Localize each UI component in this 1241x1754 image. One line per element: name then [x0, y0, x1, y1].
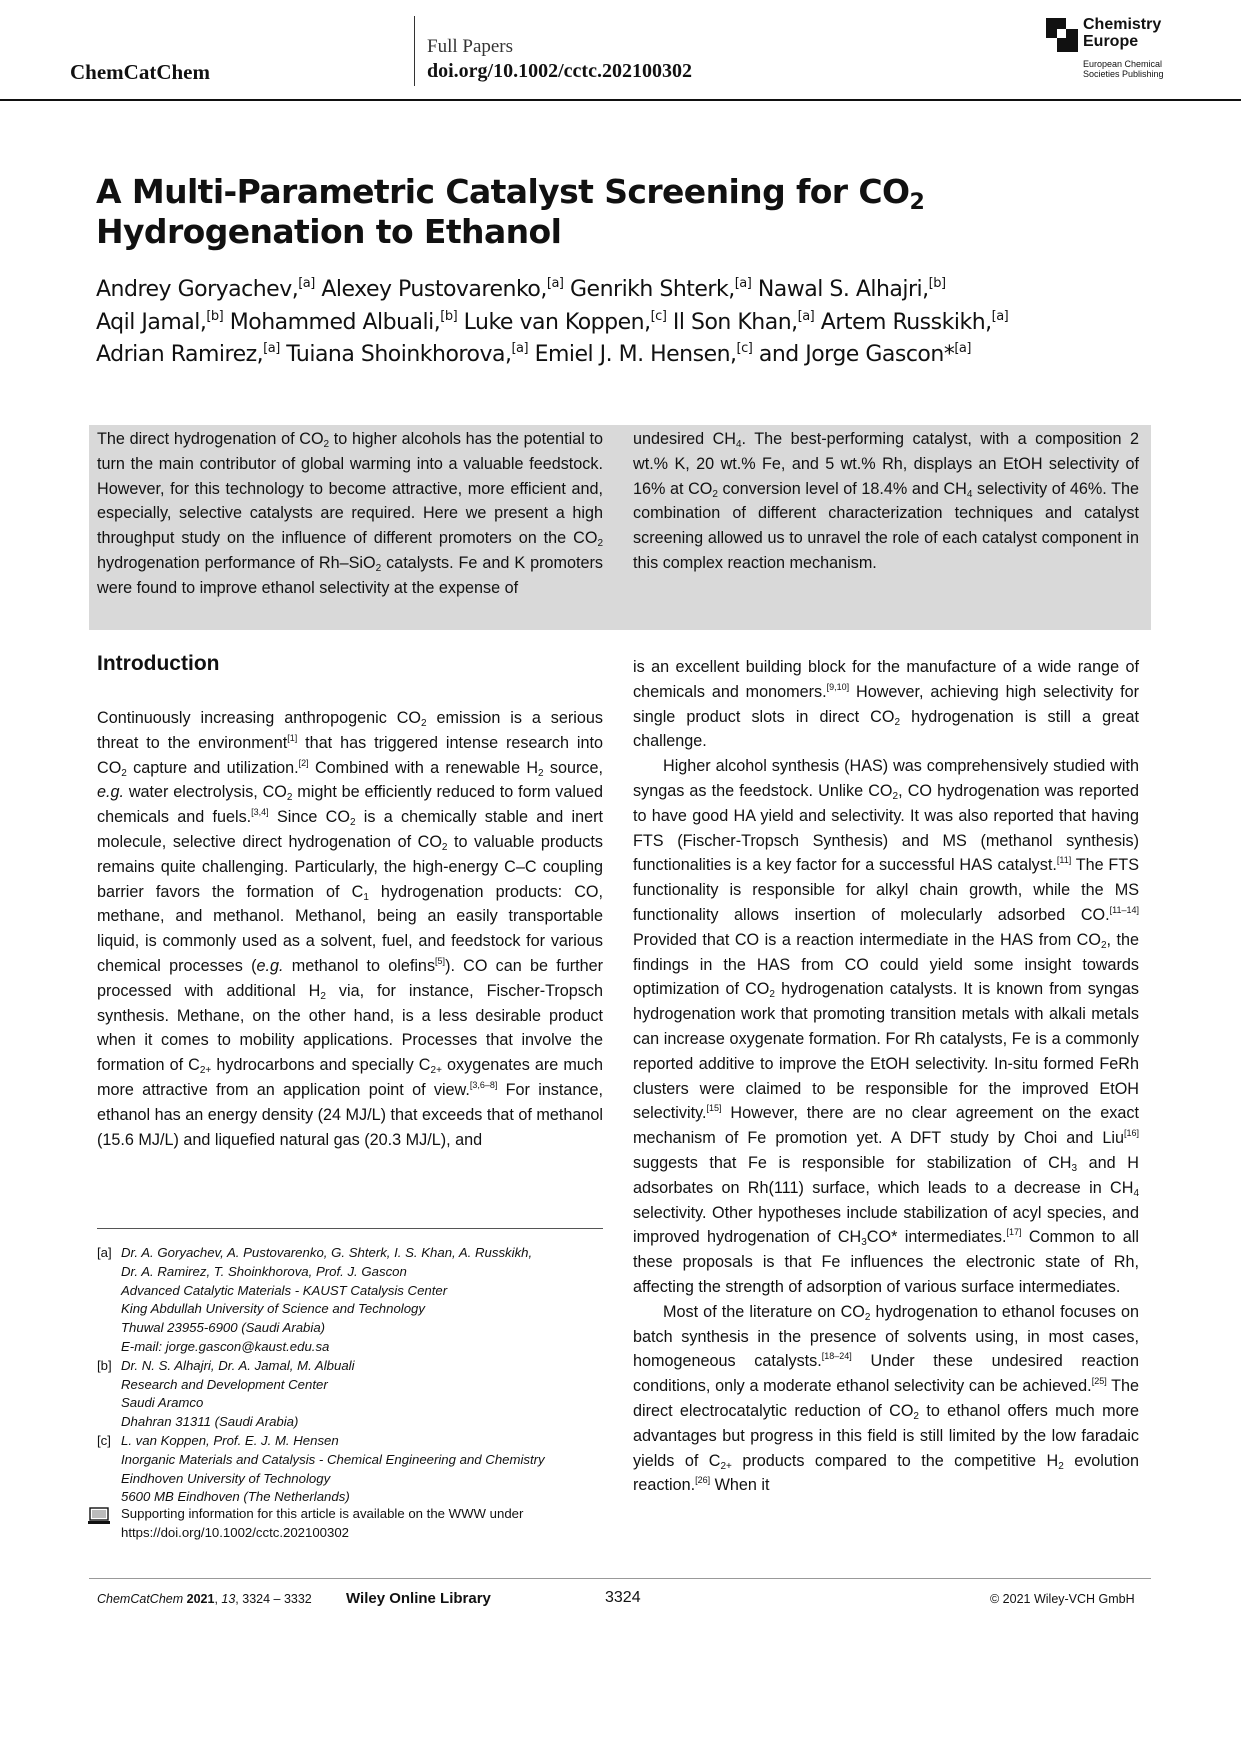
affiliation-entry: [97, 1357, 603, 1432]
author-name: Emiel J. M. Hensen,: [534, 342, 737, 367]
author-name: Genrikh Shterk,: [570, 277, 735, 302]
paragraph: is an excellent building block for the manufacture of a wide range of chemicals and monomers.[9,10] However, achieving high selectivity for single product slots in direct $CO_2$ hydrogenation is still a great challenge.: [633, 658, 1139, 751]
header-divider: [414, 16, 415, 86]
author-name: and Jorge Gascon*: [758, 342, 955, 367]
affiliation-line: L. van Koppen, Prof. E. J. M. Hensen: [121, 1432, 339, 1448]
author-name: Adrian Ramirez,: [96, 342, 264, 367]
author-name: Alexey Pustovarenko,: [321, 277, 547, 302]
author-list: [96, 274, 1176, 372]
affiliation-entry: [97, 1244, 603, 1357]
affiliation-line: Dr. A. Ramirez, T. Shoinkhorova, Prof. J. Gascon: [121, 1263, 407, 1279]
author-affiliation-marker: [a]: [954, 341, 971, 356]
footnote-rule: [97, 1228, 603, 1229]
author-affiliation-marker: [a]: [263, 341, 280, 356]
author-affiliation-marker: [b]: [928, 276, 946, 291]
header-rule: [0, 99, 1241, 101]
author-affiliation-marker: [b]: [206, 308, 224, 324]
article-section: Full Papers: [427, 36, 514, 57]
journal-name: ChemCatChem: [70, 60, 210, 84]
affiliation-line: King Abdullah University of Science and Technology: [121, 1301, 425, 1317]
author-affiliation-marker: [c]: [736, 341, 753, 356]
author-name: Mohammed Albuali,: [229, 309, 441, 335]
affiliation-line: E-mail: jorge.gascon@kaust.edu.sa: [121, 1338, 330, 1354]
paragraph: Higher alcohol synthesis (HAS) was comprehensively studied with syngas as the feedstock. Unlike $CO_2$, CO hydrogenation was reported to have good HA yield and selectivity. It was also reported that having FTS (Fischer-Tropsch Synthesis) and MS (methanol synthesis) functionalities is a key factor for a successful HAS catalyst.[11] The FTS functionality is responsible for alkyl chain growth, while the MS functionality allows insertion of molecularly adsorbed CO.[11–14] Provided that CO is a reaction intermediate in the HAS from $CO_2$, the findings in the HAS from CO could yield some insight towards optimization of $CO_2$ hydrogenation catalysts. It is known from syngas hydrogenation work that promoting transition metals with alkali metals can increase oxygenate formation. For Rh catalysts, Fe is a commonly reported additive to improve the EtOH selectivity. In-situ formed FeRh clusters were claimed to be responsible for the improved EtOH selectivity.[15] However, there are no clear agreement on the exact mechanism of Fe promotion yet. A DFT study by Choi and Liu[16] suggests that Fe is responsible for stabilization of $CH_3$ and H adsorbates on Rh(111) surface, which leads to a decrease in $CH_4$ selectivity. Other hypotheses include stabilization of acyl species, and improved hydrogenation of $CH_3CO*$ intermediates.[17] Common to all these proposals is that Fe influences the electronic state of Rh, affecting the strength of adsorption of various surface intermediates.: [633, 757, 1140, 1296]
chemistry-europe-logo-icon: [1046, 18, 1078, 52]
affiliation-line: Thuwal 23955-6900 (Saudi Arabia): [121, 1320, 326, 1336]
wiley-online-library-link[interactable]: Wiley Online Library: [346, 1590, 491, 1607]
body-text-right-column: [633, 655, 1139, 1498]
author-affiliation-marker: [a]: [734, 276, 752, 291]
affiliation-line: Dr. N. S. Alhajri, Dr. A. Jamal, M. Albuali: [121, 1357, 355, 1373]
affiliation-entry: [97, 1432, 603, 1507]
author-affiliation-marker: [a]: [991, 308, 1009, 324]
supporting-information-link[interactable]: https://doi.org/10.1002/cctc.202100302: [121, 1524, 350, 1540]
body-text-left-column: [97, 706, 603, 1152]
section-heading-introduction: Introduction: [97, 652, 220, 675]
publisher-name: Chemistry Europe: [1083, 16, 1162, 50]
footer-rule: [89, 1578, 1151, 1579]
author-name: Andrey Goryachev,: [96, 277, 299, 302]
abstract-column-1: The direct hydrogenation of $CO_2$ to higher alcohols has the potential to turn the main contributor of global warming into a valuable feedstock. However, for this technology to become attractive, more efficient and, especially, selective catalysts are required. Here we present a high throughput study on the influence of different promoters on the $CO_2$ hydrogenation performance of Rh–SiO$_2$ catalysts. Fe and K promoters were found to improve ethanol selectivity at the expense of: [97, 430, 603, 597]
affiliation-label: [b]: [97, 1357, 112, 1373]
affiliation-label: [c]: [97, 1432, 111, 1448]
copyright: © 2021 Wiley-VCH GmbH: [990, 1592, 1135, 1606]
publisher-subtitle: European Chemical Societies Publishing: [1083, 59, 1164, 79]
author-affiliation-marker: [a]: [797, 308, 815, 324]
paragraph: Continuously increasing anthropogenic $CO_2$ emission is a serious threat to the environment[1] that has triggered intense research into $CO_2$ capture and utilization.[2] Combined with a renewable $H_2$ source, e.g. water electrolysis, $CO_2$ might be efficiently reduced to form valued chemicals and fuels.[3,4] Since $CO_2$ is a chemically stable and inert molecule, selective direct hydrogenation of $CO_2$ to valuable products remains quite challenging. Particularly, the high-energy C–C coupling barrier favors the formation of $C_1$ hydrogenation products: CO, methane, and methanol. Methanol, being an easily transportable liquid, is commonly used as a solvent, fuel, and feedstock for various chemical processes (e.g. methanol to olefins[5]). CO can be further processed with additional $H_2$ via, for instance, Fischer-Tropsch synthesis. Methane, on the other hand, is a less desirable product when it comes to mobility applications. Processes that involve the formation of $C_{2+}$ hydrocarbons and specially $C_{2+}$ oxygenates are much more attractive from an application point of view.[3,6–8] For instance, ethanol has an energy density (24 MJ/L) that exceeds that of methanol (15.6 MJ/L) and liquefied natural gas (20.3 MJ/L), and: [97, 709, 604, 1149]
author-name: Tuiana Shoinkhorova,: [286, 342, 512, 367]
affiliation-line: Research and Development Center: [121, 1376, 328, 1392]
affiliations: [97, 1244, 603, 1507]
author-name: Nawal S. Alhajri,: [757, 277, 929, 302]
affiliation-line: Eindhoven University of Technology: [121, 1470, 331, 1486]
affiliation-line: 5600 MB Eindhoven (The Netherlands): [121, 1489, 350, 1505]
affiliation-line: Advanced Catalytic Materials - KAUST Catalysis Center: [121, 1282, 448, 1298]
affiliation-line: Inorganic Materials and Catalysis - Chemical Engineering and Chemistry: [121, 1451, 545, 1467]
paper-title: A Multi-Parametric Catalyst Screening for $CO_2$ Hydrogenation to Ethanol: [96, 172, 925, 251]
author-name: Luke van Koppen,: [463, 309, 651, 335]
author-affiliation-marker: [a]: [298, 276, 315, 291]
page-number: 3324: [605, 1589, 641, 1606]
author-affiliation-marker: [a]: [511, 341, 529, 356]
author-affiliation-marker: [b]: [440, 308, 458, 324]
author-affiliation-marker: [c]: [650, 308, 667, 324]
affiliation-line: Saudi Aramco: [121, 1395, 204, 1411]
abstract-column-2: undesired $CH_4$. The best-performing catalyst, with a composition 2 wt.% K, 20 wt.% Fe, and 5 wt.% Rh, displays an EtOH selectivity of 16% at $CO_2$ conversion level of 18.4% and $CH_4$ selectivity of 46%. The combination of different characterization techniques and catalyst screening allowed us to unravel the role of each catalyst component in this complex reaction mechanism.: [633, 430, 1140, 572]
author-name: Artem Russkikh,: [820, 309, 992, 335]
affiliation-line: Dhahran 31311 (Saudi Arabia): [121, 1414, 299, 1430]
paragraph: Most of the literature on $CO_2$ hydrogenation to ethanol focuses on batch synthesis in the presence of solvents using, in most cases, homogeneous catalysts.[18–24] Under these undesired reaction conditions, only a moderate ethanol selectivity can be achieved.[25] The direct electrocatalytic reduction of $CO_2$ to ethanol offers much more advantages but progress in this field is still limited by the low faradaic yields of $C_{2+}$ products compared to the competitive $H_2$ evolution reaction.[26] When it: [633, 1302, 1139, 1495]
footer-citation: ChemCatChem 2021, 13, 3324 – 3332: [97, 1592, 312, 1606]
author-name: Aqil Jamal,: [96, 309, 207, 335]
author-name: Il Son Khan,: [672, 309, 798, 335]
supporting-information-note: Supporting information for this article is available on the WWW under https://doi.org/10.1002/cctc.202100302: [97, 1505, 603, 1543]
affiliation-line: Dr. A. Goryachev, A. Pustovarenko, G. Shterk, I. S. Khan, A. Russkikh,: [121, 1245, 533, 1260]
author-affiliation-marker: [a]: [546, 276, 564, 291]
affiliation-label: [a]: [97, 1245, 112, 1260]
article-doi-link[interactable]: doi.org/10.1002/cctc.202100302: [427, 60, 692, 82]
